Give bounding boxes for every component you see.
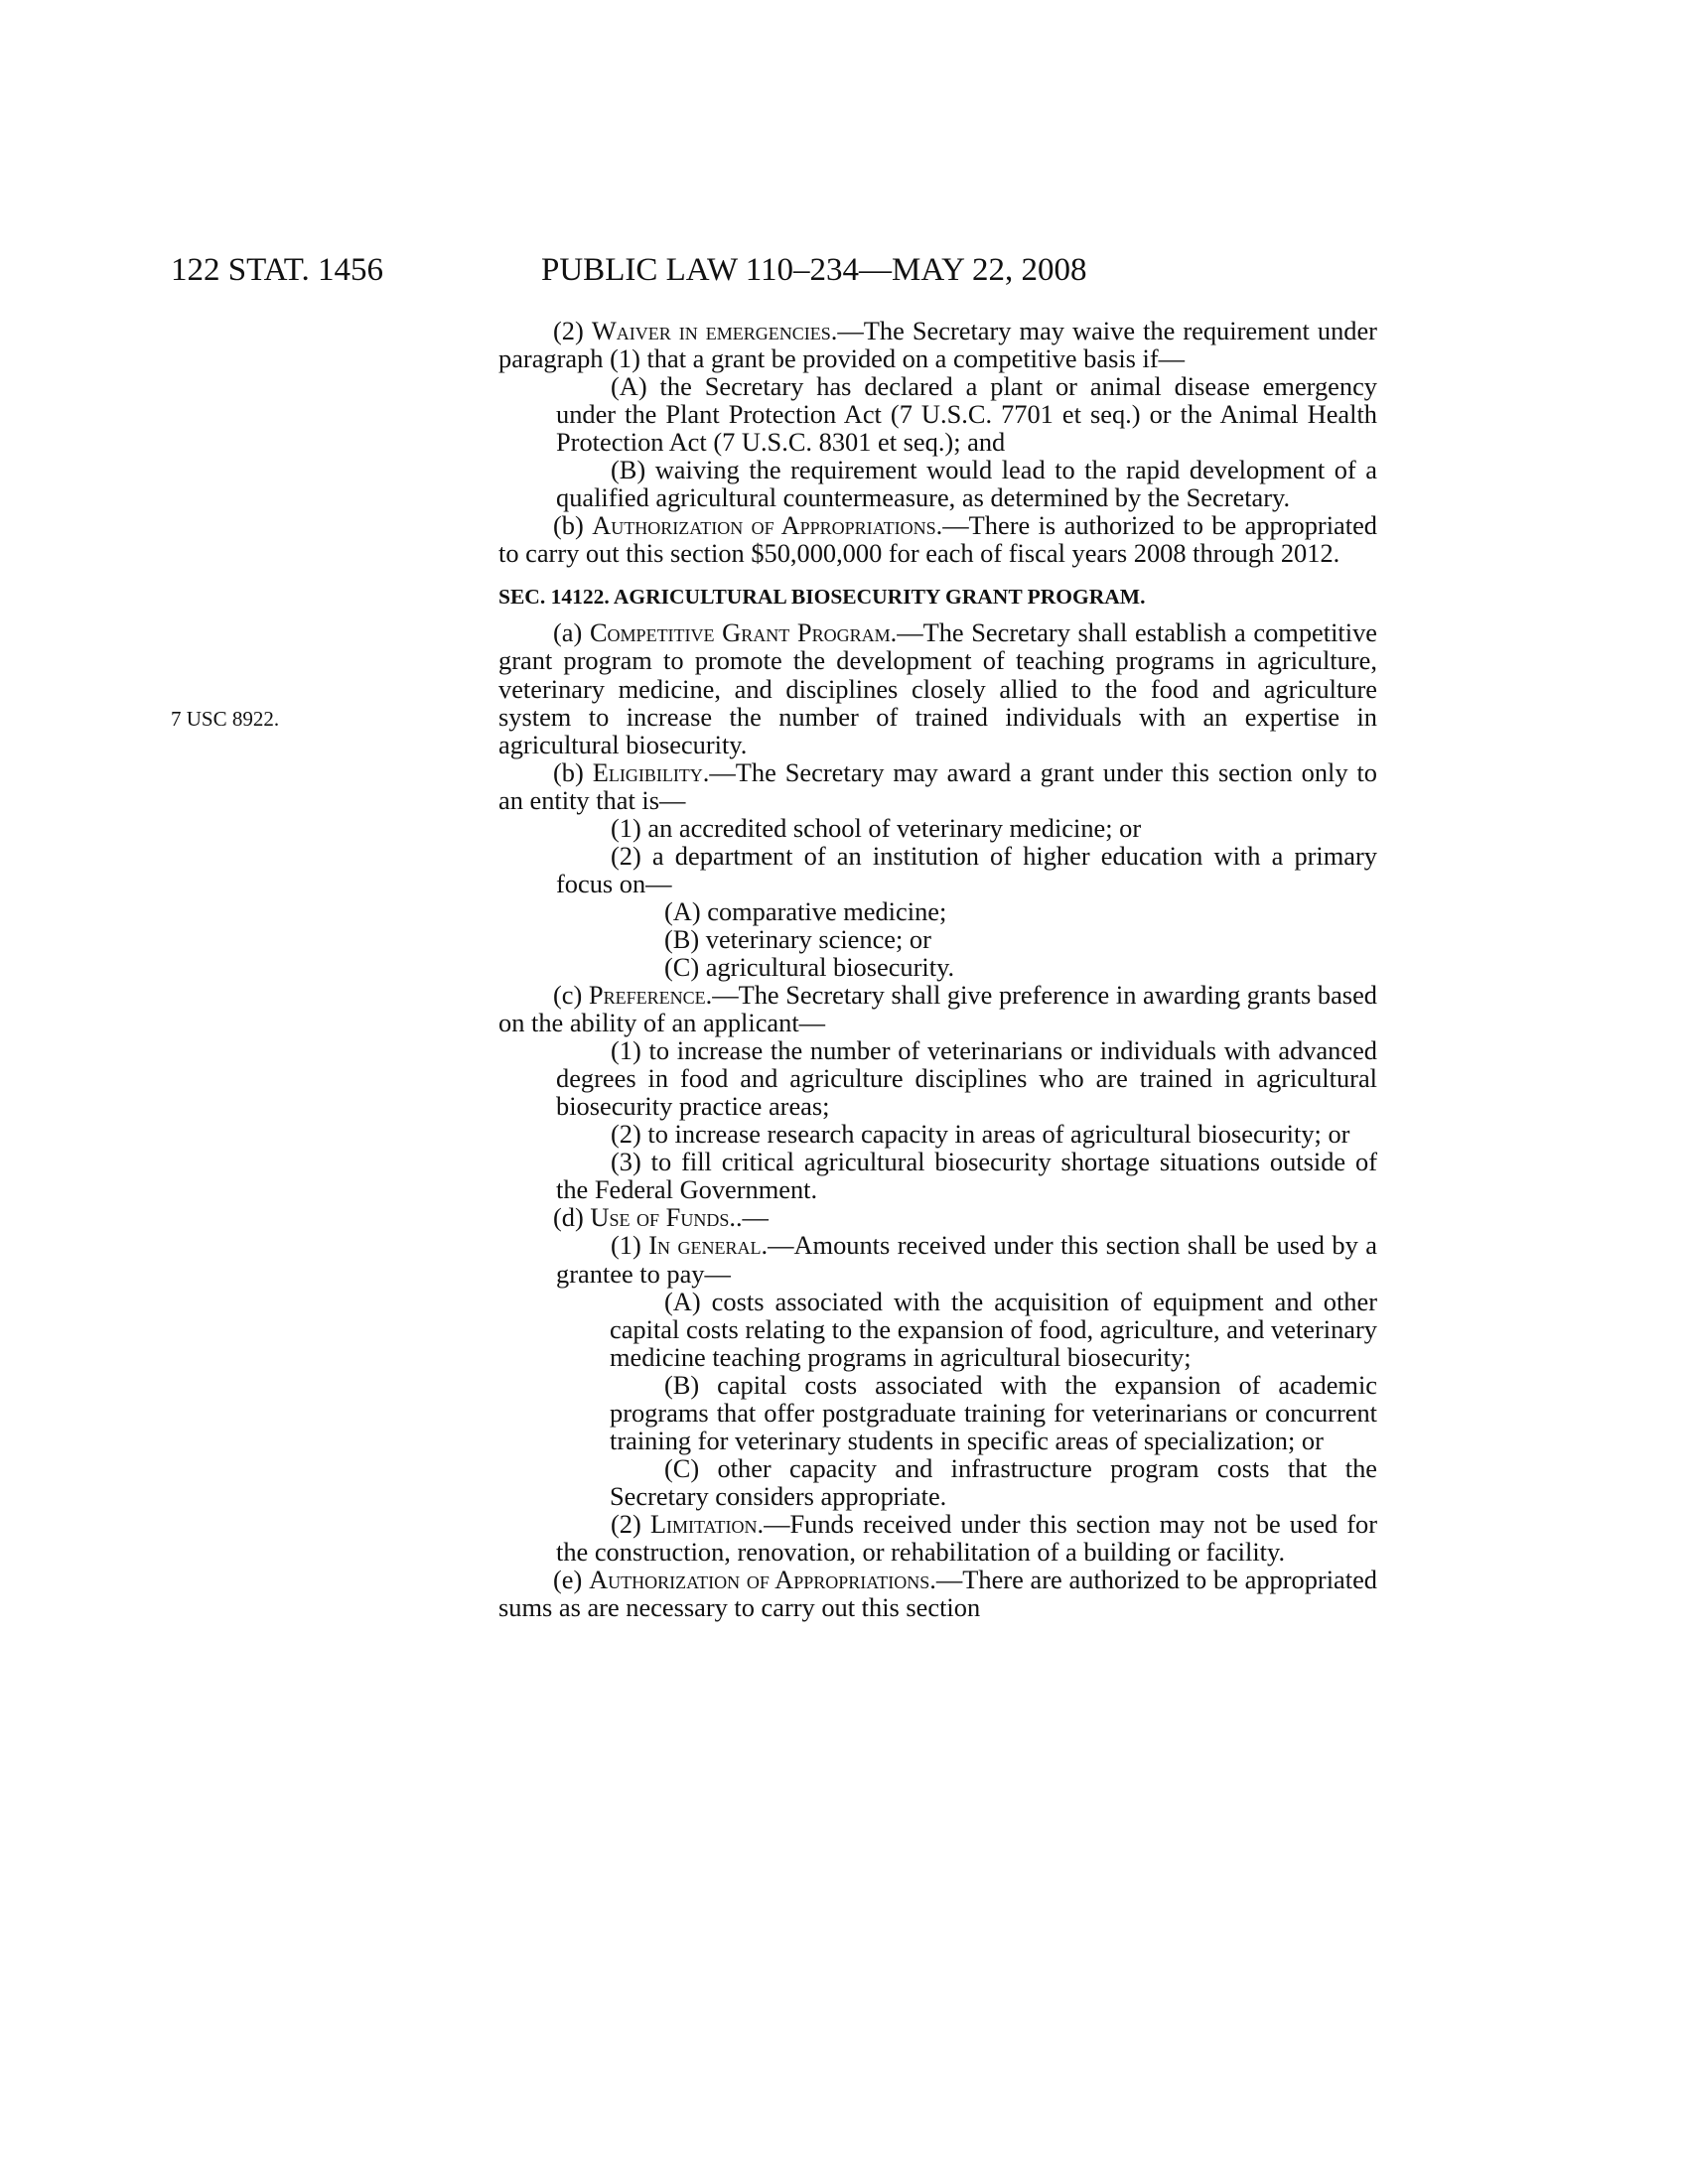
- paragraph-heading: Limitation.: [649, 1508, 765, 1539]
- subsection-text: —The Secretary shall establish a competitive grant program to promote the development of teaching programs in agriculture, veterinary medicine, and disciplines closely allied to the food and agriculture system to increase the number of trained individuals with an expertise in agricultural biosecurity.: [498, 617, 1377, 759]
- paragraph-b2: (2) a department of an institution of higher education with a primary focus on—: [556, 840, 1377, 898]
- paragraph-number: (2): [611, 1508, 641, 1539]
- subsection-b-eligibility: [498, 758, 1377, 814]
- subsection-d-use-of-funds: [498, 1203, 1377, 1231]
- subsection-text: .—: [735, 1202, 769, 1233]
- subsection-number: (e): [553, 1565, 583, 1595]
- subsection-number: (a): [553, 617, 583, 648]
- margin-usc-note: 7 USC 8922.: [171, 707, 280, 731]
- statute-body: [498, 317, 1377, 1621]
- paragraph-heading: Waiver in emergencies.: [591, 316, 838, 345]
- subsection-number: (b): [553, 756, 584, 787]
- subparagraph-b2c: (C) agricultural biosecurity.: [664, 951, 955, 982]
- subsection-heading: Authorization of Appropriations.: [592, 510, 943, 541]
- paragraph-heading: In general.: [648, 1230, 769, 1261]
- paragraph-waiver-emergencies: [498, 317, 1377, 372]
- subsection-text: —The Secretary shall give preference in awarding grants based on the ability of an applicant—: [498, 980, 1377, 1038]
- subparagraph-a-emergency: (A) the Secretary has declared a plant or animal disease emergency under the Plant Protection Act (7 U.S.C. 7701 et seq.) or the Animal Health Protection Act (7 U.S.C. 8301 et seq.); and: [556, 371, 1377, 458]
- subparagraph-d1a: (A) costs associated with the acquisition of equipment and other capital costs relating to the expansion of food, agriculture, and veterinary medicine teaching programs in agricultural biosecurity;: [610, 1286, 1377, 1372]
- subsection-c-preference: [498, 981, 1377, 1036]
- paragraph-d2-limitation: [498, 1510, 1377, 1566]
- subparagraph-d1c: (C) other capacity and infrastructure program costs that the Secretary considers appropriate.: [610, 1452, 1377, 1511]
- paragraph-c1: (1) to increase the number of veterinarians or individuals with advanced degrees in food and agriculture disciplines who are trained in agricultural biosecurity practice areas;: [556, 1035, 1377, 1122]
- subsection-number: (c): [553, 980, 583, 1011]
- paragraph-d1-in-general: [498, 1231, 1377, 1287]
- section-heading: SEC. 14122. AGRICULTURAL BIOSECURITY GRANT PROGRAM.: [498, 585, 1146, 610]
- paragraph-text: —Amounts received under this section shall be used by a grantee to pay—: [556, 1230, 1377, 1289]
- paragraph-number: (2): [553, 316, 584, 345]
- subsection-b-appropriations: [498, 511, 1377, 567]
- subsection-heading: Authorization of Appropriations.: [589, 1565, 936, 1595]
- paragraph-c3: (3) to fill critical agricultural biosecurity shortage situations outside of the Federal Government.: [556, 1147, 1377, 1205]
- paragraph-text: —Funds received under this section may not be used for the construction, renovation, or rehabilitation of a building or facility.: [556, 1508, 1377, 1567]
- subsection-text: —There are authorized to be appropriated sums as are necessary to carry out this section: [498, 1565, 1377, 1623]
- subparagraph-b2b: (B) veterinary science; or: [664, 923, 931, 954]
- law-title-header: PUBLIC LAW 110–234—MAY 22, 2008: [541, 252, 1087, 288]
- subsection-a-competitive-grant: [498, 618, 1377, 757]
- paragraph-number: (1): [611, 1230, 641, 1261]
- paragraph-text: —The Secretary may waive the requirement under paragraph (1) that a grant be provided on a competitive basis if—: [498, 316, 1377, 374]
- subsection-heading: Eligibility.: [592, 756, 710, 787]
- subparagraph-b-waiving: (B) waiving the requirement would lead to the rapid development of a qualified agricultural countermeasure, as determined by the Secretary.: [556, 455, 1377, 513]
- subsection-heading: Preference.: [588, 980, 713, 1011]
- paragraph-c2: (2) to increase research capacity in areas of agricultural biosecurity; or: [611, 1119, 1350, 1150]
- subsection-e-appropriations: [498, 1566, 1377, 1621]
- subsection-heading: Competitive Grant Program.: [589, 617, 898, 648]
- subparagraph-b2a: (A) comparative medicine;: [664, 895, 947, 926]
- page-citation: 122 STAT. 1456: [171, 252, 384, 288]
- subsection-number: (b): [553, 510, 584, 541]
- subparagraph-d1b: (B) capital costs associated with the expansion of academic programs that offer postgraduate training for veterinarians or concurrent training for veterinary students in specific areas of specialization; or: [610, 1369, 1377, 1455]
- subsection-text: —There is authorized to be appropriated to carry out this section $50,000,000 for each of fiscal years 2008 through 2012.: [498, 510, 1377, 569]
- subsection-text: —The Secretary may award a grant under this section only to an entity that is—: [498, 756, 1377, 815]
- paragraph-b1: (1) an accredited school of veterinary medicine; or: [611, 812, 1142, 843]
- subsection-heading: Use of Funds.: [590, 1202, 736, 1233]
- subsection-number: (d): [553, 1202, 584, 1233]
